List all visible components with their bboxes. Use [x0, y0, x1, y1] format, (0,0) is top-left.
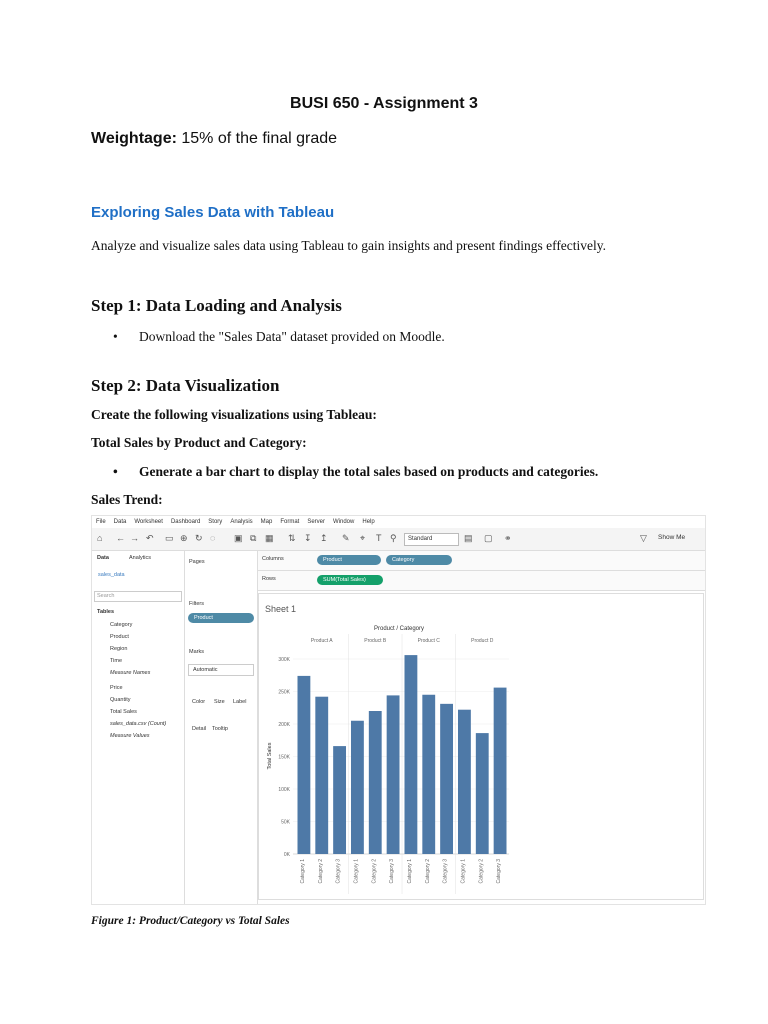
search-placeholder: Search: [97, 593, 115, 599]
menu-file[interactable]: File: [96, 519, 106, 525]
y-tick-label: 300K: [278, 657, 290, 663]
menu-data[interactable]: Data: [113, 519, 127, 525]
group-header: Product C: [417, 638, 440, 644]
share-icon[interactable]: ⚭: [504, 533, 512, 543]
bar: [458, 710, 471, 854]
field-region[interactable]: Region: [110, 646, 128, 652]
x-tick-label: Category 2: [317, 859, 324, 884]
y-tick-label: 50K: [281, 819, 290, 826]
rows-shelf[interactable]: [258, 571, 705, 591]
filters-label: Filters: [189, 601, 204, 607]
bar: [440, 704, 453, 854]
step1-heading: Step 1: Data Loading and Analysis: [91, 296, 342, 315]
document-title: BUSI 650 - Assignment 3: [290, 95, 478, 112]
bar: [387, 695, 400, 854]
y-tick-label: 100K: [278, 787, 290, 793]
bar: [404, 655, 417, 854]
pause-icon[interactable]: ◌: [210, 533, 216, 543]
fit-dropdown[interactable]: Standard: [404, 533, 459, 546]
field-category[interactable]: Category: [110, 622, 133, 628]
field-total-sales[interactable]: Total Sales: [110, 709, 137, 715]
step2-line2: Total Sales by Product and Category:: [91, 435, 307, 450]
presentation-icon[interactable]: ▤: [464, 533, 473, 543]
y-tick-label: 150K: [278, 754, 290, 761]
field-quantity[interactable]: Quantity: [110, 697, 131, 703]
field-measure-values[interactable]: Measure Values: [110, 733, 150, 739]
weightage-value: 15% of the final grade: [176, 130, 338, 147]
menu-format[interactable]: Format: [280, 519, 300, 525]
tables-label: Tables: [97, 609, 115, 615]
bar: [494, 688, 507, 854]
x-tick-label: Category 2: [424, 859, 431, 884]
step2-bullet: [113, 464, 598, 480]
step1-bullet-text: Download the "Sales Data" dataset provided on Moodle.: [139, 329, 445, 344]
datasource-link[interactable]: sales_data: [98, 572, 125, 578]
step2-heading: Step 2: Data Visualization: [91, 376, 280, 395]
refresh-icon[interactable]: ↻: [195, 533, 203, 543]
highlight-icon[interactable]: ✎: [342, 533, 350, 543]
menu-server[interactable]: Server: [307, 519, 326, 525]
columns-label: Columns: [262, 556, 284, 562]
sort-desc-icon[interactable]: ↥: [320, 533, 328, 543]
clear-icon[interactable]: ▦: [265, 533, 274, 543]
group-header: Product A: [310, 638, 333, 644]
menu-map[interactable]: Map: [260, 519, 273, 525]
marks-size-button[interactable]: Size: [214, 699, 225, 705]
columns-pill-category[interactable]: Category: [386, 555, 452, 565]
new-datasource-icon[interactable]: ⊕: [180, 533, 188, 543]
step1-bullet: [113, 329, 445, 345]
x-tick-label: Category 1: [299, 859, 306, 884]
x-tick-label: Category 2: [478, 859, 485, 884]
bar: [422, 695, 435, 854]
x-tick-label: Category 2: [371, 859, 378, 884]
field-price[interactable]: Price: [110, 685, 123, 691]
back-icon[interactable]: ←: [116, 533, 125, 543]
tableau-screenshot: [91, 515, 706, 905]
menu-help[interactable]: Help: [362, 519, 375, 525]
menu-window[interactable]: Window: [333, 519, 355, 525]
field-measure-names[interactable]: Measure Names: [110, 670, 151, 676]
swap-icon[interactable]: ⇅: [288, 533, 296, 543]
menu-worksheet[interactable]: Worksheet: [134, 519, 163, 525]
bar-chart: [259, 594, 703, 899]
marks-label: Marks: [189, 649, 204, 655]
menu-story[interactable]: Story: [208, 519, 223, 525]
columns-pill-product[interactable]: Product: [317, 555, 381, 565]
group-header: Product D: [471, 638, 494, 644]
sheet-title: Sheet 1: [265, 604, 297, 614]
y-tick-label: 250K: [278, 689, 290, 696]
sort-asc-icon[interactable]: ↧: [304, 533, 312, 543]
search-input[interactable]: [94, 591, 182, 602]
rows-pill-total-sales[interactable]: SUM(Total Sales): [317, 575, 383, 585]
save-icon[interactable]: ▭: [165, 533, 174, 543]
shelves: [258, 551, 705, 591]
worksheet-view: [258, 593, 704, 900]
menu-analysis[interactable]: Analysis: [230, 519, 253, 525]
show-me-button[interactable]: Show Me: [658, 534, 686, 541]
marks-type-dropdown[interactable]: [188, 664, 254, 676]
y-tick-label: 200K: [278, 722, 290, 728]
tab-data[interactable]: Data: [97, 555, 109, 561]
field-product[interactable]: Product: [110, 634, 129, 640]
label-icon[interactable]: T: [376, 533, 382, 543]
pin-icon[interactable]: ⌖: [360, 533, 366, 543]
y-axis-label: Total Sales: [267, 742, 273, 770]
marks-color-button[interactable]: Color: [192, 699, 206, 705]
bullet-glyph: •: [113, 464, 118, 479]
bar: [351, 721, 364, 854]
rows-label: Rows: [262, 576, 276, 582]
forward-icon[interactable]: →: [130, 533, 139, 543]
marks-label-button[interactable]: Label: [233, 699, 247, 705]
bar: [297, 676, 310, 854]
filter-toolbar-icon[interactable]: ▽: [640, 533, 647, 543]
chart-title: Product / Category: [373, 626, 425, 632]
step2-line1: Create the following visualizations using Tableau:: [91, 407, 377, 422]
section-heading: Exploring Sales Data with Tableau: [91, 204, 335, 221]
x-tick-label: Category 3: [335, 859, 342, 884]
bar: [333, 746, 346, 854]
tab-analytics[interactable]: Analytics: [129, 555, 152, 561]
x-tick-label: Category 3: [442, 859, 449, 884]
marks-type-value: Automatic: [193, 667, 218, 673]
x-tick-label: Category 3: [389, 859, 396, 884]
bar: [315, 697, 328, 854]
menu-dashboard[interactable]: Dashboard: [170, 519, 201, 525]
step2-line3: Sales Trend:: [91, 492, 163, 507]
intro-paragraph: Analyze and visualize sales data using Tableau to gain insights and present findings effectively.: [91, 238, 607, 253]
marks-tooltip-button[interactable]: Tooltip: [212, 726, 228, 732]
y-tick-label: 0K: [283, 852, 290, 858]
figure-caption: Figure 1: Product/Category vs Total Sales: [91, 915, 290, 927]
pages-label: Pages: [189, 559, 205, 565]
x-tick-label: Category 3: [496, 859, 503, 884]
marks-detail-button[interactable]: Detail: [192, 726, 207, 732]
data-pane: [92, 551, 185, 904]
bar: [476, 733, 489, 854]
cards-pane: [185, 551, 258, 904]
step2-bullet-text: Generate a bar chart to display the total sales based on products and categories.: [139, 464, 599, 479]
field-count[interactable]: sales_data.csv (Count): [110, 721, 167, 727]
duplicate-icon[interactable]: ⧉: [250, 533, 257, 543]
group-header: Product B: [364, 638, 387, 644]
tooltip-icon[interactable]: ▢: [484, 533, 493, 543]
x-tick-label: Category 1: [353, 859, 360, 884]
filter-pill-product[interactable]: Product: [188, 613, 254, 623]
bar: [369, 711, 382, 854]
weightage-line: [91, 130, 337, 148]
field-time[interactable]: Time: [110, 658, 123, 664]
menu-bar: [92, 516, 705, 528]
undo-icon[interactable]: ↶: [146, 533, 154, 543]
fix-axes-icon[interactable]: ⚲: [390, 533, 397, 543]
toolbar: [92, 528, 705, 551]
bullet-glyph: •: [113, 329, 118, 344]
home-icon[interactable]: ⌂: [97, 533, 103, 543]
columns-shelf[interactable]: [258, 551, 705, 571]
x-tick-label: Category 1: [406, 859, 413, 884]
weightage-label: Weightage:: [91, 130, 177, 147]
x-tick-label: Category 1: [460, 859, 467, 884]
new-sheet-icon[interactable]: ▣: [234, 533, 243, 543]
